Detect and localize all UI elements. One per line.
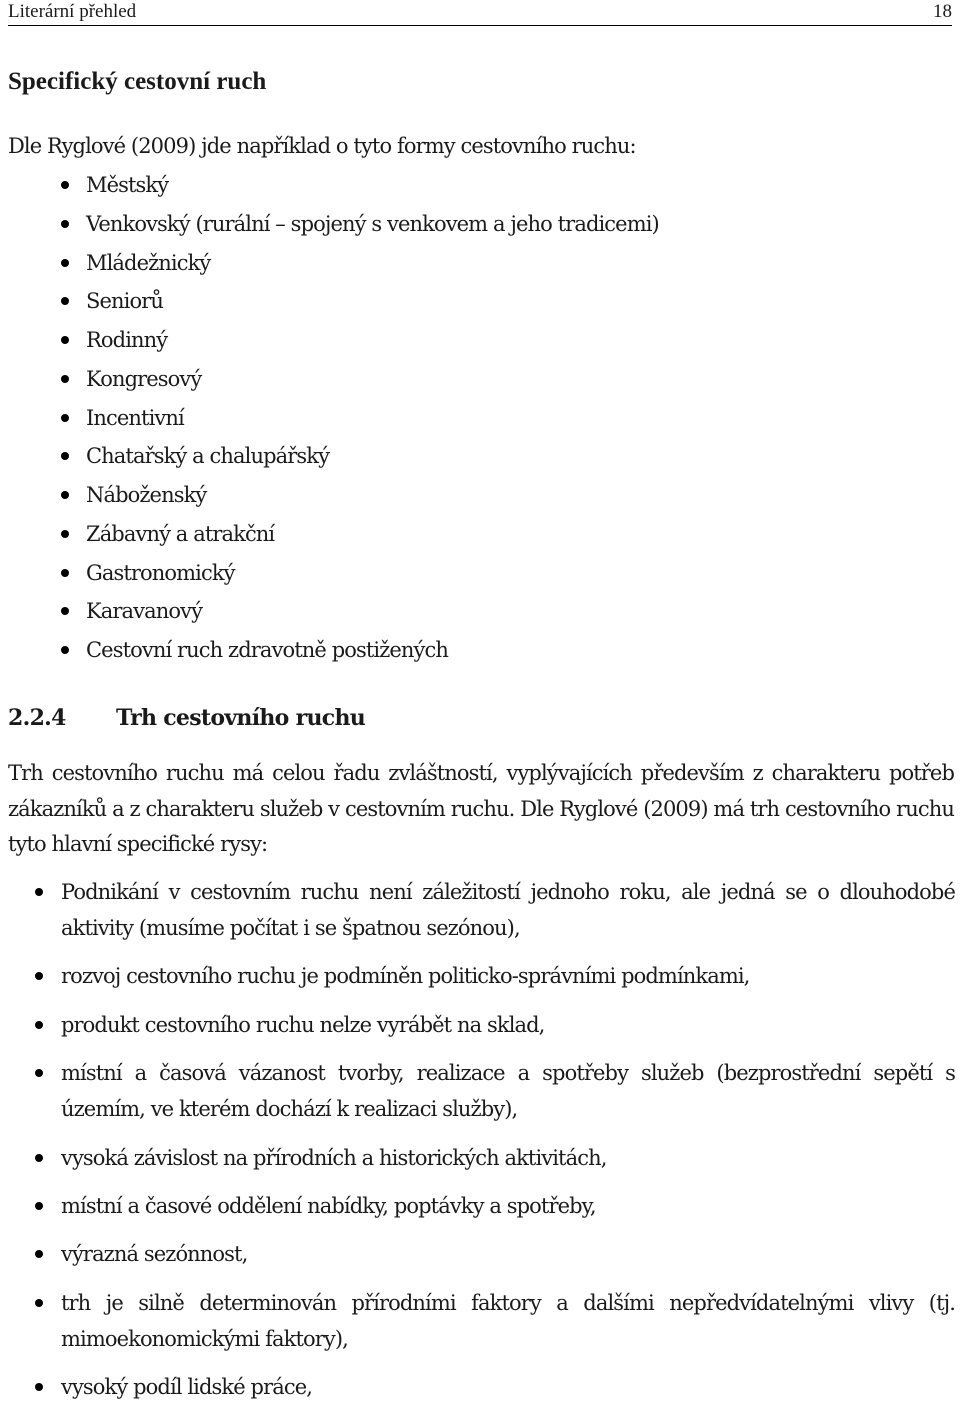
page-number: 18 (933, 1, 952, 22)
list-item (0, 1055, 955, 1127)
list-item-text: Městský (86, 173, 169, 197)
list-item-text: místní a časové oddělení nabídky, poptávky a spotřeby, (61, 1193, 596, 1218)
list-item-text: Cestovní ruch zdravotně postižených (86, 638, 448, 662)
bullet-icon (61, 181, 69, 189)
list-item-text: Podnikání v cestovním ruchu není záležitostí jednoho roku, ale jedná se o dlouhodobé aktivity (musíme počítat i se špatnou sezónou), (61, 880, 955, 940)
bullet-icon (35, 888, 43, 896)
bullet-icon (35, 972, 43, 980)
list-item (0, 479, 659, 518)
list-item-text: vysoký podíl lidské práce, (61, 1375, 312, 1400)
section-title: Trh cestovního ruchu (116, 705, 366, 731)
bullet-icon (61, 646, 69, 654)
list-item (0, 324, 659, 363)
list-item-text: Zábavný a atrakční (86, 521, 275, 546)
list-item (0, 1285, 955, 1357)
bullet-icon (61, 530, 69, 538)
list-item (0, 402, 659, 441)
bullet-icon (61, 336, 69, 344)
list-item (0, 1007, 955, 1043)
tourism-forms-list (0, 169, 659, 673)
list-item-text: místní a časová vázanost tvorby, realizace a spotřeby služeb (bezprostřední sepětí s územím, ve kterém dochází k realizaci služby), (61, 1061, 955, 1122)
list-item-text: Gastronomický (86, 560, 235, 585)
bullet-icon (61, 414, 69, 422)
list-item (0, 1188, 955, 1224)
list-item-text: Mládežnický (86, 250, 211, 275)
list-item-text: Náboženský (86, 483, 207, 507)
subsection-heading: Specifický cestovní ruch (8, 68, 267, 95)
list-item (0, 440, 659, 479)
list-item-text: produkt cestovního ruchu nelze vyrábět na sklad, (61, 1012, 545, 1037)
list-item (0, 958, 955, 994)
bullet-icon (61, 607, 69, 615)
list-item-text: Seniorů (86, 289, 163, 314)
bullet-icon (61, 452, 69, 460)
list-item (0, 1236, 955, 1272)
list-item-text: rozvoj cestovního ruchu je podmíněn politicko-správními podmínkami, (61, 964, 750, 989)
bullet-icon (35, 1250, 43, 1258)
list-item-text: Incentivní (86, 405, 184, 430)
list-item (0, 363, 659, 402)
bullet-icon (61, 220, 69, 228)
bullet-icon (35, 1202, 43, 1210)
market-features-list (0, 874, 960, 1418)
bullet-icon (35, 1154, 43, 1162)
body-paragraph: Trh cestovního ruchu má celou řadu zvláštností, vyplývajících především z charakteru potřeb zákazníků a z charakteru služeb v cestovním ruchu. Dle Ryglové (2009) má trh cestovního ruchu tyto hlavní specifické rysy: (8, 761, 954, 856)
list-item-text: Rodinný (86, 328, 168, 352)
section-number: 2.2.4 (8, 705, 66, 731)
list-item (0, 518, 659, 557)
bullet-icon (61, 297, 69, 305)
bullet-icon (35, 1299, 43, 1307)
bullet-icon (61, 375, 69, 383)
list-item (0, 285, 659, 324)
list-item (0, 1140, 955, 1176)
list-item-text: výrazná sezónnost, (61, 1242, 248, 1267)
running-header (8, 0, 952, 26)
list-item (0, 557, 659, 596)
header-title: Literární přehled (8, 1, 137, 22)
bullet-icon (61, 259, 69, 267)
list-item (0, 874, 955, 946)
list-item-text: Venkovský (rurální – spojený s venkovem a jeho tradicemi) (86, 211, 659, 236)
list-item-text: Kongresový (86, 366, 202, 391)
bullet-icon (35, 1383, 43, 1391)
bullet-icon (61, 491, 69, 499)
bullet-icon (35, 1069, 43, 1077)
intro-sentence: Dle Ryglové (2009) jde například o tyto formy cestovního ruchu: (8, 134, 636, 158)
list-item (0, 247, 659, 286)
list-item-text: trh je silně determinován přírodními faktory a dalšími nepředvídatelnými vlivy (tj. mimoekonomickými faktory), (61, 1290, 955, 1351)
list-item-text: Karavanový (86, 599, 203, 624)
bullet-icon (35, 1021, 43, 1029)
list-item (0, 208, 659, 247)
bullet-icon (61, 569, 69, 577)
list-item-text: vysoká závislost na přírodních a historických aktivitách, (61, 1145, 607, 1170)
list-item (0, 1369, 955, 1405)
list-item (0, 169, 659, 208)
list-item (0, 595, 659, 634)
list-item-text: Chatařský a chalupářský (86, 444, 330, 469)
section-heading (8, 703, 365, 733)
list-item (0, 634, 659, 673)
